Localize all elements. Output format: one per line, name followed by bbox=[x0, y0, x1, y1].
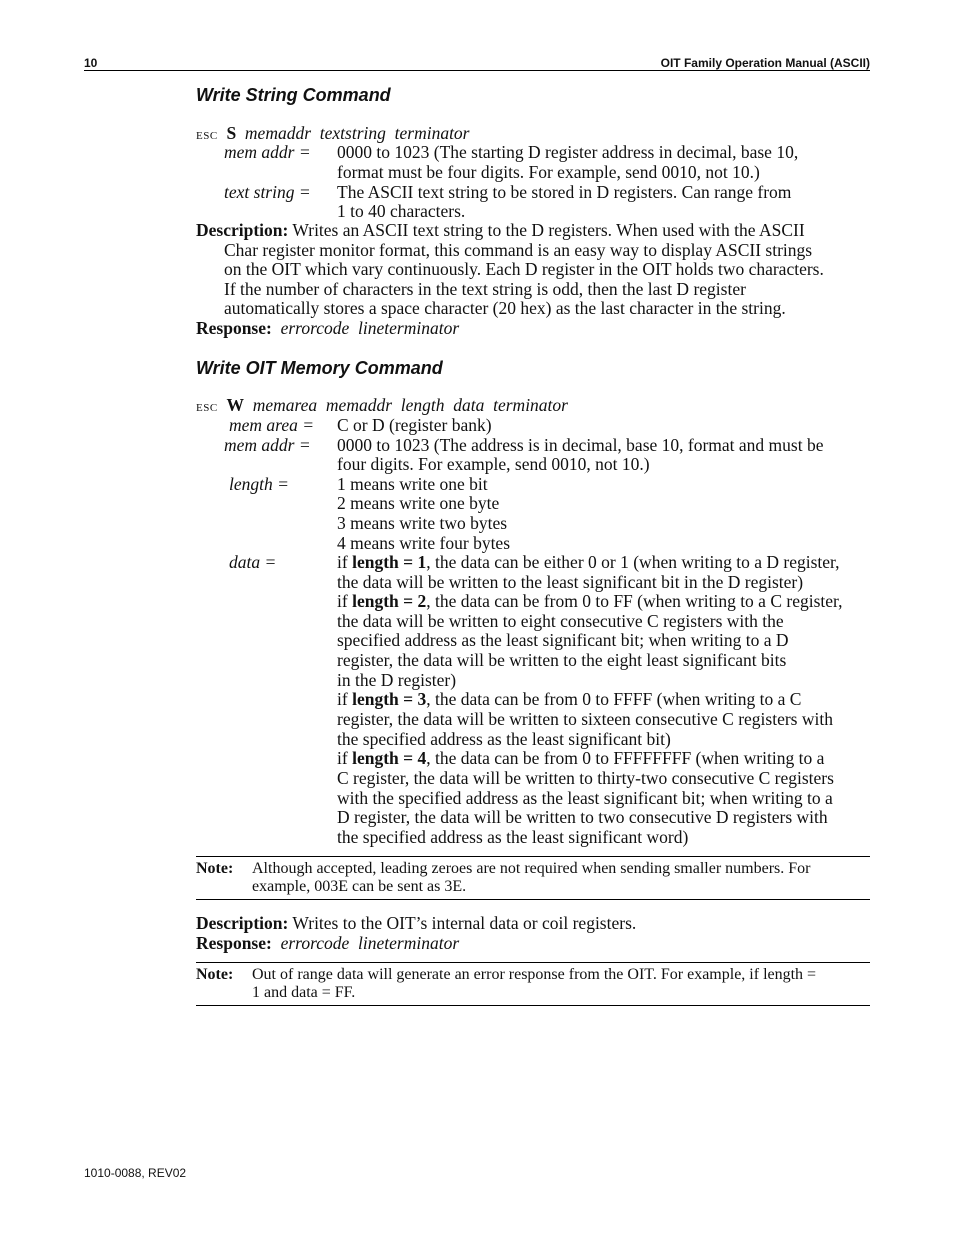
data-condition-prefix: if bbox=[337, 748, 353, 768]
data-condition-length: length = 3 bbox=[352, 689, 427, 709]
description-label: Description: bbox=[196, 913, 289, 933]
param-label: text string = bbox=[224, 182, 311, 202]
param-text: 3 means write two bytes bbox=[337, 513, 508, 533]
note-text: example, 003E can be sent as 3E. bbox=[252, 878, 467, 895]
data-condition-text: , the data can be from 0 to FFFF (when writing to a C bbox=[426, 689, 802, 709]
param-text: with the specified address as the least significant bit; when writing to a bbox=[337, 788, 833, 808]
description-text: Writes to the OIT’s internal data or coil registers. bbox=[292, 913, 637, 933]
description-text: on the OIT which vary continuously. Each D register in the OIT holds two characters. bbox=[224, 259, 824, 279]
section-heading-write-string: Write String Command bbox=[196, 85, 391, 105]
note-rule-top bbox=[196, 962, 870, 963]
param-text: The ASCII text string to be stored in D registers. Can range from bbox=[337, 182, 792, 202]
response-label: Response: bbox=[196, 933, 272, 953]
syntax-command: W bbox=[226, 395, 244, 415]
description-text: If the number of characters in the text string is odd, then the last D register bbox=[224, 279, 746, 299]
note-text: 1 and data = FF. bbox=[252, 984, 356, 1001]
param-text: four digits. For example, send 0010, not 10.) bbox=[337, 454, 650, 474]
data-condition-text: , the data can be from 0 to FF (when writing to a C register, bbox=[426, 591, 843, 611]
response-value: errorcode lineterminator bbox=[280, 933, 460, 953]
description-line bbox=[196, 914, 636, 934]
note-label: Note: bbox=[196, 860, 234, 877]
param-text: the specified address as the least significant word) bbox=[337, 827, 689, 847]
description-paragraph bbox=[196, 221, 805, 241]
response-line bbox=[196, 934, 459, 954]
data-condition bbox=[337, 749, 824, 769]
syntax-command: S bbox=[226, 123, 237, 143]
description-text: automatically stores a space character (20 hex) as the last character in the string. bbox=[224, 298, 786, 318]
param-text: the specified address as the least significant bit) bbox=[337, 729, 671, 749]
syntax-args: memarea memaddr length data terminator bbox=[252, 395, 568, 415]
data-condition-length: length = 4 bbox=[352, 748, 427, 768]
param-text: register, the data will be written to the eight least significant bits bbox=[337, 650, 787, 670]
syntax-args: memaddr textstring terminator bbox=[244, 123, 470, 143]
param-text: C or D (register bank) bbox=[337, 415, 492, 435]
param-text: 4 means write four bytes bbox=[337, 533, 511, 553]
data-condition bbox=[337, 690, 801, 710]
param-text: D register, the data will be written to two consecutive D registers with bbox=[337, 807, 828, 827]
param-text: C register, the data will be written to thirty-two consecutive C registers bbox=[337, 768, 834, 788]
param-label: mem addr = bbox=[224, 142, 311, 162]
data-condition bbox=[337, 553, 840, 573]
param-text: 0000 to 1023 (The address is in decimal, base 10, format and must be bbox=[337, 435, 824, 455]
description-text: Char register monitor format, this command is an easy way to display ASCII strings bbox=[224, 240, 813, 260]
param-label: mem addr = bbox=[224, 435, 311, 455]
description-label: Description: bbox=[196, 220, 289, 240]
page-number: 10 bbox=[84, 56, 98, 70]
syntax-esc: ESC bbox=[196, 402, 218, 414]
note-label: Note: bbox=[196, 966, 234, 983]
syntax-esc: ESC bbox=[196, 130, 218, 142]
note-rule-top bbox=[196, 856, 870, 857]
data-condition-text: , the data can be either 0 or 1 (when writing to a D register, bbox=[426, 552, 840, 572]
data-condition-prefix: if bbox=[337, 591, 353, 611]
param-text: format must be four digits. For example, send 0010, not 10.) bbox=[337, 162, 760, 182]
param-text: 1 means write one bit bbox=[337, 474, 488, 494]
param-text: in the D register) bbox=[337, 670, 457, 690]
document-id: 1010-0088, REV02 bbox=[84, 1166, 187, 1180]
data-condition-prefix: if bbox=[337, 552, 353, 572]
data-condition bbox=[337, 592, 843, 612]
note-rule-bottom bbox=[196, 1005, 870, 1006]
param-text: the data will be written to eight consecutive C registers with the bbox=[337, 611, 784, 631]
param-text: specified address as the least significant bit; when writing to a D bbox=[337, 630, 789, 650]
manual-title: OIT Family Operation Manual (ASCII) bbox=[660, 56, 870, 70]
param-text: 2 means write one byte bbox=[337, 493, 500, 513]
param-label: mem area = bbox=[229, 415, 315, 435]
note-text: Although accepted, leading zeroes are not required when sending smaller numbers. For bbox=[252, 860, 811, 877]
response-line bbox=[196, 319, 459, 339]
data-condition-length: length = 1 bbox=[352, 552, 427, 572]
param-text: 1 to 40 characters. bbox=[337, 201, 466, 221]
param-text: the data will be written to the least significant bit in the D register) bbox=[337, 572, 804, 592]
param-label: data = bbox=[229, 552, 277, 572]
response-label: Response: bbox=[196, 318, 272, 338]
note-text: Out of range data will generate an error response from the OIT. For example, if length = bbox=[252, 966, 817, 983]
section-heading-write-oit-memory: Write OIT Memory Command bbox=[196, 358, 443, 378]
data-condition-length: length = 2 bbox=[352, 591, 427, 611]
note-rule-bottom bbox=[196, 899, 870, 900]
data-condition-prefix: if bbox=[337, 689, 353, 709]
param-text: register, the data will be written to sixteen consecutive C registers with bbox=[337, 709, 833, 729]
response-value: errorcode lineterminator bbox=[280, 318, 460, 338]
data-condition-text: , the data can be from 0 to FFFFFFFF (when writing to a bbox=[426, 748, 825, 768]
header-rule bbox=[84, 70, 870, 71]
param-text: 0000 to 1023 (The starting D register address in decimal, base 10, bbox=[337, 142, 799, 162]
param-label: length = bbox=[229, 474, 289, 494]
description-text: Writes an ASCII text string to the D registers. When used with the ASCII bbox=[292, 220, 805, 240]
